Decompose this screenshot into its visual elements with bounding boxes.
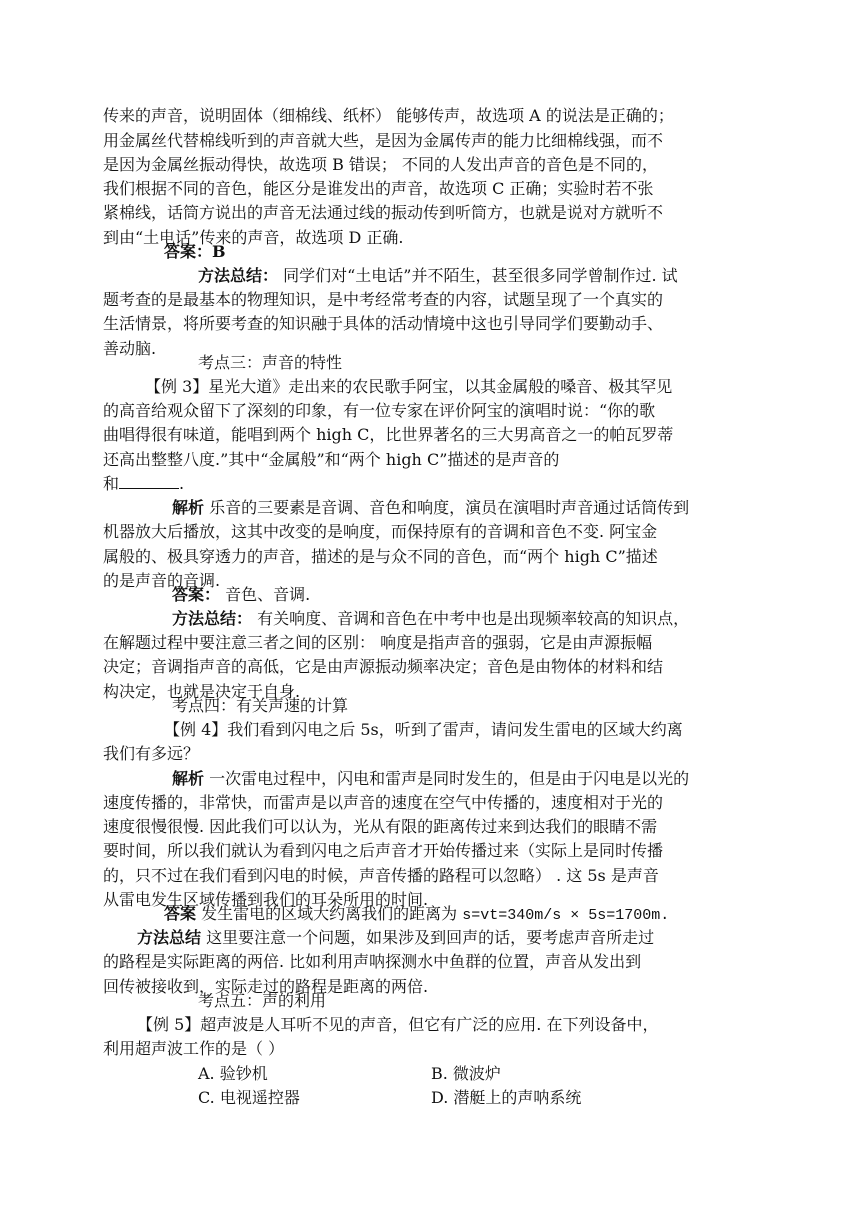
example-4-line bbox=[164, 720, 683, 740]
section-heading-3: 考点三：声音的特性 bbox=[198, 353, 343, 372]
paragraph-line: 构决定，也就是决定于自身. bbox=[103, 682, 301, 701]
answer-formula: s=vt=340m/s × 5s=1700m. bbox=[462, 907, 670, 924]
example-4-label: 【例 4】 bbox=[164, 720, 228, 739]
answer-label: 答案 bbox=[164, 904, 197, 923]
answer-label: 答案： bbox=[172, 585, 221, 604]
option-d: D. 潜艇上的声呐系统 bbox=[431, 1088, 582, 1107]
solution-3-line bbox=[172, 498, 689, 518]
answer-3 bbox=[172, 585, 310, 605]
blank-suffix: . bbox=[179, 474, 185, 493]
example-5-label: 【例 5】 bbox=[137, 1015, 201, 1034]
section-heading-5: 考点五：声的利用 bbox=[198, 991, 327, 1010]
method-summary-line bbox=[137, 928, 654, 948]
paragraph-line: 紧棉线，话筒方说出的声音无法通过线的振动传到听筒方，也就是说对方就听不 bbox=[103, 203, 664, 222]
paragraph-line: 生活情景，将所要考查的知识融于具体的活动情境中这也引导同学们要勤动手、 bbox=[103, 314, 664, 333]
paragraph-line: 的路程是实际距离的两倍. 比如利用声呐探测水中鱼群的位置，声音从发出到 bbox=[103, 952, 642, 971]
paragraph-line: 我们有多远？ bbox=[103, 744, 200, 763]
paragraph-line: 决定；音调指声音的高低，它是由声源振动频率决定；音色是由物体的材料和结 bbox=[103, 657, 664, 676]
paragraph-line: 我们根据不同的音色，能区分是谁发出的声音，故选项 C 正确；实验时若不张 bbox=[103, 179, 654, 198]
paragraph-line: 速度很慢很慢. 因此我们可以认为，光从有限的距离传过来到达我们的眼睛不需 bbox=[103, 817, 658, 836]
solution-label: 解析 bbox=[172, 498, 205, 517]
paragraph-line: 在解题过程中要注意三者之间的区别： 响度是指声音的强弱，它是由声源振幅 bbox=[103, 633, 653, 652]
paragraph-line: 题考查的是最基本的物理知识，是中考经常考查的内容，试题呈现了一个真实的 bbox=[103, 290, 664, 309]
answer-text: 音色、音调. bbox=[220, 585, 311, 604]
paragraph-line: 利用超声波工作的是（ ） bbox=[103, 1039, 285, 1058]
section-heading-4: 考点四：有关声速的计算 bbox=[172, 696, 349, 715]
example-3-label: 【例 3】 bbox=[145, 377, 209, 396]
paragraph-line: 善动脑. bbox=[103, 339, 157, 358]
option-b: B. 微波炉 bbox=[431, 1064, 501, 1083]
option-a: A. 验钞机 bbox=[198, 1064, 268, 1083]
method-summary-text: 有关响度、音调和音色在中考中也是出现频率较高的知识点， bbox=[252, 609, 690, 628]
option-c: C. 电视遥控器 bbox=[198, 1088, 300, 1107]
example-3-line bbox=[145, 377, 672, 397]
paragraph-line: 曲唱得很有味道，能唱到两个 high C，比世界著名的三大男高音之一的帕瓦罗蒂 bbox=[103, 425, 674, 444]
paragraph-line: 传来的声音，说明固体（细棉线、纸杯） 能够传声，故选项 A 的说法是正确的； bbox=[103, 106, 674, 125]
paragraph-line: 属般的、极具穿透力的声音，描述的是与众不同的音色，而“两个 high C”描述 bbox=[103, 547, 658, 566]
method-summary-line bbox=[198, 266, 678, 286]
paragraph-line: 的高音给观众留下了深刻的印象，有一位专家在评价阿宝的演唱时说：“你的歌 bbox=[103, 401, 656, 420]
example-3-text: 星光大道》走出来的农民歌手阿宝，以其金属般的嗓音、极其罕见 bbox=[208, 377, 673, 396]
paragraph-line: 的是声音的音调. bbox=[103, 571, 221, 590]
method-summary-text: 同学们对“土电话”并不陌生，甚至很多同学曾制作过. 试 bbox=[278, 266, 678, 285]
paragraph-line: 回传被接收到，实际走过的路程是距离的两倍. bbox=[103, 977, 429, 996]
solution-text: 一次雷电过程中，闪电和雷声是同时发生的，但是由于闪电是以光的 bbox=[204, 769, 690, 788]
solution-text: 乐音的三要素是音调、音色和响度，演员在演唱时声音通过话筒传到 bbox=[204, 498, 690, 517]
method-summary-line bbox=[172, 609, 689, 629]
paragraph-line: 从雷电发生区域传播到我们的耳朵所用的时间. bbox=[103, 890, 429, 909]
paragraph-line: 用金属丝代替棉线听到的声音就大些，是因为金属传声的能力比细棉线强，而不 bbox=[103, 131, 664, 150]
answer-1: 答案：B bbox=[164, 242, 226, 261]
answer-text: 发生雷电的区域大约离我们的距离为 bbox=[196, 904, 463, 923]
paragraph-line: 是因为金属丝振动得快，故选项 B 错误； 不同的人发出声音的音色是不同的， bbox=[103, 155, 659, 174]
solution-label: 解析 bbox=[172, 769, 205, 788]
paragraph-line: 要时间，所以我们就认为看到闪电之后声音才开始传播过来（实际上是同时传播 bbox=[103, 841, 664, 860]
paragraph-line: 的，只不过在我们看到闪电的时候，声音传播的路程可以忽略） . 这 5s 是声音 bbox=[103, 866, 659, 885]
paragraph-line: 还高出整整八度.”其中“金属般”和“两个 high C”描述的是声音的 bbox=[103, 450, 560, 469]
method-summary-label: 方法总结： bbox=[198, 266, 279, 285]
paragraph-line: 速度传播的，非常快，而雷声是以声音的速度在空气中传播的，速度相对于光的 bbox=[103, 793, 664, 812]
example-5-line bbox=[137, 1015, 658, 1035]
fill-in-blank bbox=[119, 474, 179, 489]
method-summary-label: 方法总结 bbox=[137, 928, 202, 947]
answer-4 bbox=[164, 904, 669, 926]
paragraph-line: 到由“土电话”传来的声音，故选项 D 正确. bbox=[103, 228, 404, 247]
paragraph-line: 机器放大后播放，这其中改变的是响度，而保持原有的音调和音色不变. 阿宝金 bbox=[103, 522, 658, 541]
method-summary-label: 方法总结： bbox=[172, 609, 253, 628]
paragraph-line bbox=[103, 474, 184, 494]
example-4-text: 我们看到闪电之后 5s，听到了雷声，请问发生雷电的区域大约离 bbox=[227, 720, 683, 739]
example-5-text: 超声波是人耳听不见的声音，但它有广泛的应用. 在下列设备中， bbox=[200, 1015, 659, 1034]
solution-4-line bbox=[172, 769, 689, 789]
method-summary-text: 这里要注意一个问题，如果涉及到回声的话，要考虑声音所走过 bbox=[201, 928, 655, 947]
blank-prefix: 和 bbox=[103, 474, 120, 493]
